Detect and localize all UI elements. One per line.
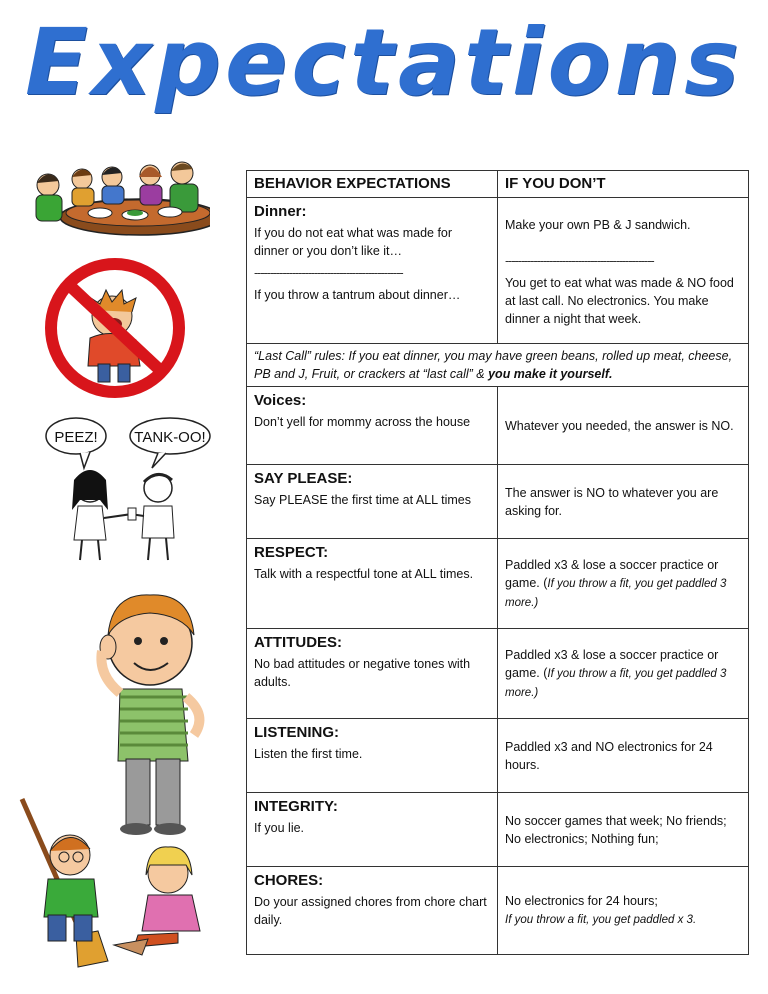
listening-heading: LISTENING: xyxy=(254,724,339,741)
integrity-rule-cell xyxy=(247,793,498,867)
chores-heading: CHORES: xyxy=(254,872,324,889)
table-header-row xyxy=(247,171,749,198)
table-row-last-call xyxy=(247,344,749,387)
chores-consequence xyxy=(498,867,749,955)
listening-rule-cell xyxy=(247,719,498,793)
respect-consequence xyxy=(498,539,749,629)
dinner-consequence-separator: ----------------------------------------------- xyxy=(505,254,654,268)
respect-rule-cell xyxy=(247,539,498,629)
voices-consequence-text: Whatever you needed, the answer is NO. xyxy=(505,418,734,433)
respect-heading: RESPECT: xyxy=(254,544,329,561)
voices-rule-cell xyxy=(247,387,498,465)
integrity-consequence xyxy=(498,793,749,867)
dinner-rule-cell xyxy=(247,198,498,344)
integrity-consequence-text: No soccer games that week; No friends; No electronics; Nothing fun; xyxy=(505,813,727,846)
speech-peez: PEEZ! xyxy=(54,429,98,446)
chores-rule: Do your assigned chores from chore chart daily. xyxy=(254,895,487,927)
dinner-consequence-1: Make your own PB & J sandwich. xyxy=(505,218,691,232)
attitudes-heading: ATTITUDES: xyxy=(254,634,343,651)
last-call-rules xyxy=(247,344,749,387)
no-tantrum-sign-illustration xyxy=(40,258,190,398)
table-row-chores xyxy=(247,867,749,955)
attitudes-consequence xyxy=(498,629,749,719)
voices-heading: Voices: xyxy=(254,392,307,409)
listening-consequence-text: Paddled x3 and NO electronics for 24 hours. xyxy=(505,739,713,772)
dinner-rule-2: If you throw a tantrum about dinner… xyxy=(254,288,461,302)
chores-rule-cell xyxy=(247,867,498,955)
table-row-integrity xyxy=(247,793,749,867)
table-row-listening xyxy=(247,719,749,793)
table-row-attitudes xyxy=(247,629,749,719)
integrity-heading: INTEGRITY: xyxy=(254,798,338,815)
dinner-separator: ----------------------------------------------- xyxy=(254,266,403,280)
table-row-voices xyxy=(247,387,749,465)
dinner-consequence-cell xyxy=(498,198,749,344)
table-row-say-please xyxy=(247,465,749,539)
dinner-rule-1: If you do not eat what was made for dinner or you don’t like it… xyxy=(254,226,453,258)
chores-kids-illustration xyxy=(18,795,230,975)
expectations-table xyxy=(246,170,749,955)
attitudes-rule: No bad attitudes or negative tones with adults. xyxy=(254,657,471,689)
say-please-consequence-text: The answer is NO to whatever you are asking for. xyxy=(505,485,719,518)
speech-tank-oo: TANK-OO! xyxy=(134,429,206,446)
table-row-respect xyxy=(247,539,749,629)
say-please-heading: SAY PLEASE: xyxy=(254,470,353,487)
header-if-you-dont: IF YOU DON’T xyxy=(498,171,749,198)
voices-consequence xyxy=(498,387,749,465)
listening-rule: Listen the first time. xyxy=(254,747,363,761)
page-title: Expectations xyxy=(24,9,743,116)
dinner-consequence-2: You get to eat what was made & NO food at last call. No electronics. You make dinner a night that week. xyxy=(505,276,734,326)
please-thank-you-kids-illustration xyxy=(40,410,220,570)
listening-consequence xyxy=(498,719,749,793)
respect-consequence-text: Paddled x3 & lose a soccer practice or game. ( xyxy=(505,557,719,590)
say-please-consequence xyxy=(498,465,749,539)
integrity-rule: If you lie. xyxy=(254,821,305,835)
attitudes-consequence-text: Paddled x3 & lose a soccer practice or game. ( xyxy=(505,647,719,680)
voices-rule: Don’t yell for mommy across the house xyxy=(254,415,471,429)
last-call-text: “Last Call” rules: If you eat dinner, you may have green beans, rolled up meat, cheese, PB and J, Fruit, or crackers at “last call” & xyxy=(254,349,733,381)
header-behavior-expectations: BEHAVIOR EXPECTATIONS xyxy=(247,171,498,198)
say-please-rule: Say PLEASE the first time at ALL times xyxy=(254,493,471,507)
respect-consequence-note: If you throw a fit, you get paddled 3 more.) xyxy=(505,577,727,609)
dinner-heading: Dinner: xyxy=(254,203,307,220)
chores-consequence-text: No electronics for 24 hours; xyxy=(505,894,658,908)
family-dinner-illustration xyxy=(30,155,210,245)
table-row-dinner xyxy=(247,198,749,344)
say-please-rule-cell xyxy=(247,465,498,539)
chores-consequence-note: If you throw a fit, you get paddled x 3. xyxy=(505,914,697,926)
last-call-bold: you make it yourself. xyxy=(488,367,613,381)
respect-rule: Talk with a respectful tone at ALL times. xyxy=(254,567,474,581)
attitudes-consequence-note: If you throw a fit, you get paddled 3 more.) xyxy=(505,667,727,699)
attitudes-rule-cell xyxy=(247,629,498,719)
